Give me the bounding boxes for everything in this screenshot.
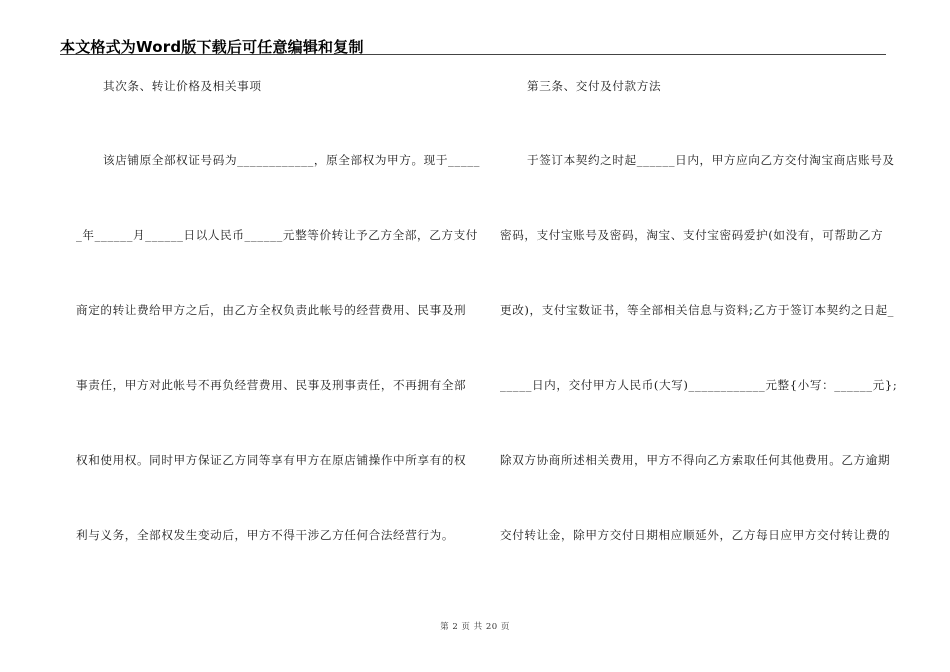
- paragraph-line: 交付转让金，除甲方交付日期相应顺延外，乙方每日应甲方交付转让费的: [500, 528, 891, 542]
- paragraph-line: 该店铺原全部权证号码为____________，原全部权为甲方。现于_____: [103, 153, 481, 167]
- paragraph-line: 事责任，甲方对此帐号不再负经营费用、民事及刑事责任，不再拥有全部: [76, 378, 467, 392]
- paragraph-line: 商定的转让费给甲方之后，由乙方全权负责此帐号的经营费用、民事及刑: [76, 303, 467, 317]
- paragraph-line: 更改)，支付宝数证书，等全部相关信息与资料;乙方于签订本契约之日起_: [500, 303, 895, 317]
- paragraph-line: _年______月______日以人民币______元整等价转让予乙方全部，乙方支付: [76, 228, 478, 242]
- paragraph-line: 于签订本契约之时起______日内，甲方应向乙方交付淘宝商店账号及: [527, 153, 895, 167]
- section-heading: 其次条、转让价格及相关事项: [103, 79, 262, 93]
- paragraph-line: 除双方协商所述相关费用，甲方不得向乙方索取任何其他费用。乙方逾期: [500, 453, 891, 467]
- paragraph-line: _____日内，交付甲方人民币(大写)____________元整{小写：______元};: [500, 378, 898, 392]
- paragraph-line: 密码，支付宝账号及密码，淘宝、支付宝密码爱护(如没有，可帮助乙方: [500, 228, 884, 242]
- document-header-title: 本文格式为Word版下载后可任意编辑和复制: [60, 38, 364, 56]
- header-divider: [60, 54, 886, 55]
- section-heading: 第三条、交付及付款方法: [527, 79, 662, 93]
- paragraph-line: 利与义务，全部权发生变动后，甲方不得干涉乙方任何合法经营行为。: [76, 528, 455, 542]
- page-number: 第 2 页 共 20 页: [440, 622, 510, 632]
- paragraph-line: 权和使用权。同时甲方保证乙方同等享有甲方在原店铺操作中所享有的权: [76, 453, 467, 467]
